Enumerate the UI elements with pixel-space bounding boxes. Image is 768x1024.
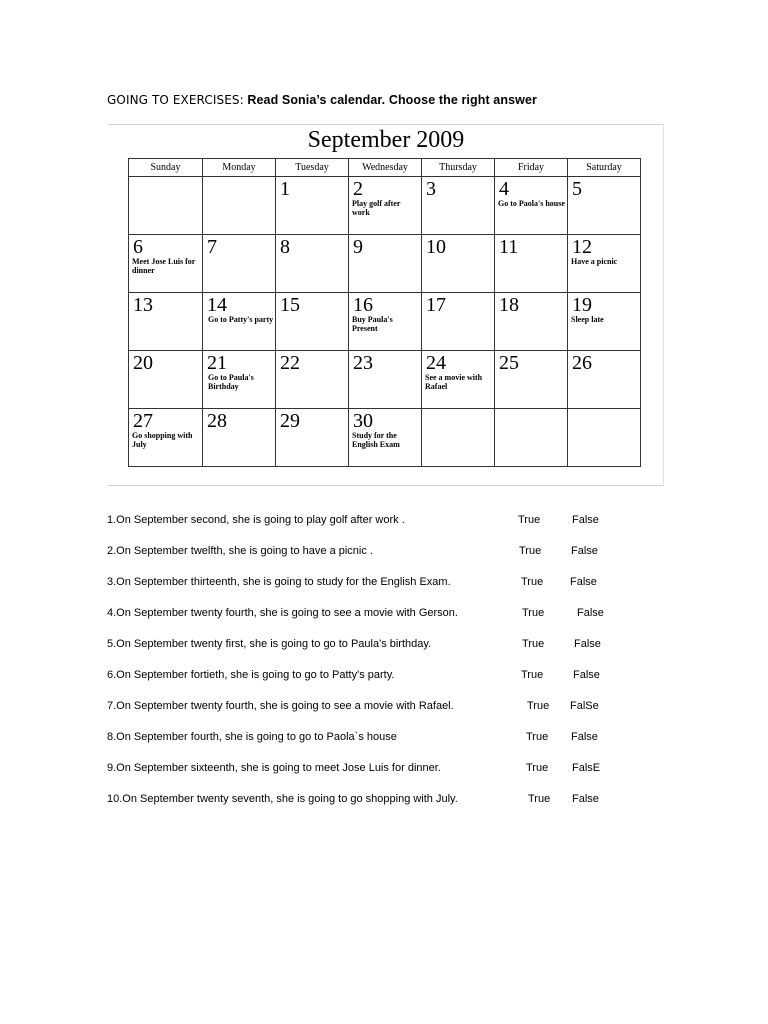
day-event-note: See a movie with Rafael	[425, 373, 483, 391]
answer-false[interactable]: False	[573, 669, 600, 681]
day-cell	[129, 409, 203, 467]
day-number: 3	[426, 178, 436, 200]
day-number: 10	[426, 236, 446, 258]
answer-true[interactable]: True	[528, 793, 551, 805]
day-number: 5	[572, 178, 582, 200]
question-text: 4.On September twenty fourth, she is going to see a movie with Gerson.	[107, 607, 458, 619]
day-event-note: Meet Jose Luis for dinner	[132, 257, 196, 275]
answer-true[interactable]: True	[519, 545, 542, 557]
day-number: 11	[499, 236, 519, 258]
answer-true[interactable]: True	[521, 576, 544, 588]
weekday-monday: Monday	[203, 159, 276, 177]
day-event-note: Go shopping with July	[132, 431, 193, 449]
week-row	[129, 409, 641, 467]
day-number: 22	[280, 352, 300, 374]
day-cell	[568, 177, 641, 235]
heading-instruction: Read Sonia’s calendar. Choose the right answer	[247, 93, 537, 107]
day-cell	[129, 293, 203, 351]
calendar-grid	[128, 158, 641, 467]
day-number: 9	[353, 236, 363, 258]
day-event-note: Play golf after work	[352, 199, 401, 217]
day-cell	[349, 293, 422, 351]
answer-true[interactable]: True	[518, 514, 541, 526]
week-row	[129, 351, 641, 409]
day-cell	[568, 351, 641, 409]
week-row	[129, 177, 641, 235]
day-cell	[203, 177, 276, 235]
day-event-note: Buy Paula's Present	[352, 315, 393, 333]
day-cell	[568, 293, 641, 351]
weekday-friday: Friday	[495, 159, 568, 177]
day-cell	[495, 177, 568, 235]
day-number: 25	[499, 352, 519, 374]
answer-false[interactable]: FalsE	[572, 762, 601, 774]
answer-true[interactable]: True	[526, 731, 549, 743]
answer-true[interactable]: True	[526, 762, 549, 774]
question-text: 6.On September fortieth, she is going to go to Patty's party.	[107, 669, 395, 681]
day-cell	[276, 409, 349, 467]
week-row	[129, 293, 641, 351]
day-cell	[495, 409, 568, 467]
day-cell	[129, 351, 203, 409]
week-row	[129, 235, 641, 293]
day-cell	[568, 235, 641, 293]
day-number: 16	[353, 294, 373, 316]
day-event-note: Study for the English Exam	[352, 431, 400, 449]
day-event-note: Go to Patty's party	[208, 315, 274, 324]
day-cell	[276, 235, 349, 293]
day-number: 23	[353, 352, 373, 374]
weekday-row	[129, 159, 641, 177]
weekday-tuesday: Tuesday	[276, 159, 349, 177]
day-number: 1	[280, 178, 290, 200]
question-text: 1.On September second, she is going to play golf after work .	[107, 514, 405, 526]
answer-false[interactable]: False	[577, 607, 604, 619]
day-number: 21	[207, 352, 227, 374]
day-event-note: Sleep late	[571, 315, 604, 324]
day-number: 20	[133, 352, 153, 374]
day-number: 28	[207, 410, 227, 432]
answer-false[interactable]: False	[571, 545, 598, 557]
day-event-note: Have a picnic	[571, 257, 618, 266]
answer-false[interactable]: False	[571, 731, 598, 743]
day-number: 8	[280, 236, 290, 258]
answer-true[interactable]: True	[522, 607, 545, 619]
question-text: 10.On September twenty seventh, she is going to go shopping with July.	[107, 793, 458, 805]
day-number: 30	[353, 410, 373, 432]
question-text: 8.On September fourth, she is going to go to Paola`s house	[107, 731, 397, 743]
answer-false[interactable]: False	[572, 793, 599, 805]
day-cell	[276, 351, 349, 409]
weekday-sunday: Sunday	[129, 159, 203, 177]
day-event-note: Go to Paola's house	[498, 199, 565, 208]
day-cell	[495, 293, 568, 351]
answer-true[interactable]: True	[527, 700, 550, 712]
day-number: 18	[499, 294, 519, 316]
day-event-note: Go to Paula's Birthday	[208, 373, 254, 391]
day-number: 7	[207, 236, 217, 258]
day-cell	[203, 409, 276, 467]
weekday-saturday: Saturday	[568, 159, 641, 177]
answer-true[interactable]: True	[521, 669, 544, 681]
day-cell	[129, 177, 203, 235]
day-number: 17	[426, 294, 446, 316]
day-number: 19	[572, 294, 592, 316]
day-cell	[129, 235, 203, 293]
question-text: 3.On September thirteenth, she is going to study for the English Exam.	[107, 576, 451, 588]
day-number: 24	[426, 352, 446, 374]
day-cell	[568, 409, 641, 467]
weekday-wednesday: Wednesday	[349, 159, 422, 177]
day-number: 4	[499, 178, 509, 200]
day-cell	[422, 235, 495, 293]
day-cell	[495, 235, 568, 293]
calendar	[108, 124, 664, 486]
day-cell	[422, 351, 495, 409]
calendar-title: September 2009	[307, 127, 465, 153]
day-cell	[276, 177, 349, 235]
answer-true[interactable]: True	[522, 638, 545, 650]
day-number: 12	[572, 236, 592, 258]
question-text: 9.On September sixteenth, she is going to meet Jose Luis for dinner.	[107, 762, 441, 774]
day-cell	[349, 177, 422, 235]
answer-false[interactable]: False	[574, 638, 601, 650]
day-cell	[203, 351, 276, 409]
day-cell	[203, 235, 276, 293]
day-cell	[422, 409, 495, 467]
day-cell	[349, 409, 422, 467]
day-cell	[203, 293, 276, 351]
weekday-thursday: Thursday	[422, 159, 495, 177]
day-cell	[349, 351, 422, 409]
day-number: 2	[353, 178, 363, 200]
worksheet-heading	[107, 93, 537, 107]
day-number: 14	[207, 294, 227, 316]
day-number: 15	[280, 294, 300, 316]
day-number: 29	[280, 410, 300, 432]
day-number: 6	[133, 236, 143, 258]
day-cell	[276, 293, 349, 351]
day-number: 27	[133, 410, 153, 432]
heading-lead: GOING TO EXERCISES:	[107, 93, 244, 107]
day-cell	[349, 235, 422, 293]
question-text: 7.On September twenty fourth, she is going to see a movie with Rafael.	[107, 700, 454, 712]
day-number: 26	[572, 352, 592, 374]
answer-false[interactable]: FalSe	[570, 700, 599, 712]
day-number: 13	[133, 294, 153, 316]
answer-false[interactable]: False	[570, 576, 597, 588]
day-cell	[495, 351, 568, 409]
day-cell	[422, 293, 495, 351]
question-text: 2.On September twelfth, she is going to have a picnic .	[107, 545, 373, 557]
answer-false[interactable]: False	[572, 514, 599, 526]
question-text: 5.On September twenty first, she is going to go to Paula's birthday.	[107, 638, 432, 650]
day-cell	[422, 177, 495, 235]
